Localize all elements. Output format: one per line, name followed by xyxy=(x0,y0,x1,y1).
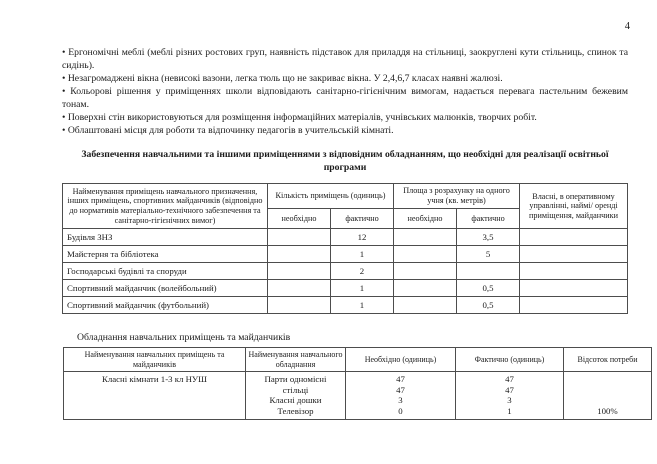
area-needed-cell xyxy=(394,229,457,246)
equipment-section-title: Обладнання навчальних приміщень та майданчиків xyxy=(77,332,291,343)
table-row xyxy=(64,372,652,420)
room-cell xyxy=(64,372,246,420)
facilities-area-group-header: Площа з розрахунку на одного учня (кв. метрів) xyxy=(394,184,520,209)
percent-value xyxy=(566,374,649,385)
facility-name-cell: Будівля ЗНЗ xyxy=(63,229,268,246)
facilities-name-header: Найменування приміщень навчального призначення, інших приміщень, спортивних майданчиків (відповідно до нормативів матеріально-технічного забезпечення та санітарно-гігієнічних вимог) xyxy=(63,184,268,229)
ownership-cell xyxy=(520,246,628,263)
area-needed-cell xyxy=(394,263,457,280)
facility-name-cell: Спортивний майданчик (футбольний) xyxy=(63,297,268,314)
area-actual-subheader: фактично xyxy=(457,209,520,229)
equipment-percent-header: Відсоток потреби xyxy=(564,348,652,372)
ownership-cell xyxy=(520,263,628,280)
percent-value xyxy=(566,395,649,406)
actual-value: 47 xyxy=(505,384,514,395)
facility-name-cell: Спортивний майданчик (волейбольний) xyxy=(63,280,268,297)
percent-cell xyxy=(564,372,652,420)
needed-value: 47 xyxy=(396,384,405,395)
quantity-actual-subheader: фактично xyxy=(331,209,394,229)
equipment-item: стільці xyxy=(282,384,309,395)
quantity-needed-cell xyxy=(268,297,331,314)
quantity-needed-cell xyxy=(268,246,331,263)
area-actual-cell xyxy=(457,263,520,280)
equipment-header-row xyxy=(64,348,652,372)
area-needed-subheader: необхідно xyxy=(394,209,457,229)
needed-value: 47 xyxy=(396,374,405,384)
equipment-room-header: Найменування навчальних приміщень та майданчиків xyxy=(64,348,246,372)
quantity-needed-cell xyxy=(268,263,331,280)
ownership-cell xyxy=(520,280,628,297)
needed-value: 3 xyxy=(398,395,403,405)
quantity-actual-cell: 12 xyxy=(331,229,394,246)
facilities-ownership-header: Власні, в оперативному управлінні, наймі/ оренді приміщення, майданчики xyxy=(520,184,628,229)
facilities-quantity-group-header: Кількість приміщень (одиниць) xyxy=(268,184,394,209)
facility-name-cell: Майстерня та бібліотека xyxy=(63,246,268,263)
quantity-actual-cell: 1 xyxy=(331,297,394,314)
area-actual-cell: 0,5 xyxy=(457,280,520,297)
actual-value: 3 xyxy=(507,395,512,405)
equipment-name-cell xyxy=(246,372,346,420)
bullet-item: • Кольорові рішення у приміщеннях школи відповідають санітарно-гігієнічним вимогам, надається перевага пастельним бежевим тонам. xyxy=(62,86,628,110)
bullet-item: • Облаштовані місця для роботи та відпочинку педагогів в учительській кімнаті. xyxy=(62,125,394,136)
facilities-table xyxy=(62,183,628,314)
area-actual-cell: 0,5 xyxy=(457,297,520,314)
page-number: 4 xyxy=(624,21,630,32)
table-row xyxy=(63,280,628,297)
actual-value: 47 xyxy=(505,374,514,384)
section1-title: Забезпечення навчальними та іншими приміщеннями з відповідним обладнанням, що необхідні для реалізації освітньої програми xyxy=(81,149,609,173)
area-needed-cell xyxy=(394,246,457,263)
area-needed-cell xyxy=(394,297,457,314)
ownership-cell xyxy=(520,229,628,246)
bullet-item: • Поверхні стін використовуються для розміщення інформаційних матеріалів, учнівських малюнків, творчих робіт. xyxy=(62,112,537,123)
percent-value: 100% xyxy=(597,405,618,416)
equipment-item: Класні дошки xyxy=(269,395,322,405)
equipment-needed-header: Необхідно (одиниць) xyxy=(346,348,456,372)
quantity-needed-cell xyxy=(268,280,331,297)
page-content xyxy=(62,0,638,420)
equipment-item: Телевізор xyxy=(277,405,314,416)
equipment-table xyxy=(63,347,652,420)
table-row xyxy=(63,229,628,246)
room-name: Класні кімнати 1-3 кл НУШ xyxy=(101,374,208,384)
equipment-item: Парти одномісні xyxy=(264,374,327,384)
table-row xyxy=(63,297,628,314)
bullet-item: • Незагромаджені вікна (невисокі вазони, легка тюль що не закриває вікна. У 2,4,6,7 класах наявні жалюзі. xyxy=(62,73,503,84)
bullet-list xyxy=(62,46,628,137)
quantity-actual-cell: 1 xyxy=(331,246,394,263)
area-actual-cell: 5 xyxy=(457,246,520,263)
bullet-item: • Ергономічні меблі (меблі різних ростових груп, наявність підставок для приладдя на стільниці, заокруглені кути стільниць, спинок та сидінь). xyxy=(62,47,628,71)
quantity-needed-cell xyxy=(268,229,331,246)
needed-cell xyxy=(346,372,456,420)
equipment-name-header: Найменування навчального обладнання xyxy=(246,348,346,372)
quantity-actual-cell: 2 xyxy=(331,263,394,280)
facility-name-cell: Господарські будівлі та споруди xyxy=(63,263,268,280)
equipment-actual-header: Фактично (одиниць) xyxy=(456,348,564,372)
percent-value xyxy=(566,385,649,396)
actual-value: 1 xyxy=(507,405,512,416)
actual-cell xyxy=(456,372,564,420)
quantity-actual-cell: 1 xyxy=(331,280,394,297)
quantity-needed-subheader: необхідно xyxy=(268,209,331,229)
table-row xyxy=(63,263,628,280)
area-actual-cell: 3,5 xyxy=(457,229,520,246)
facilities-header-row xyxy=(63,184,628,209)
needed-value: 0 xyxy=(398,405,403,416)
ownership-cell xyxy=(520,297,628,314)
area-needed-cell xyxy=(394,280,457,297)
table-row xyxy=(63,246,628,263)
